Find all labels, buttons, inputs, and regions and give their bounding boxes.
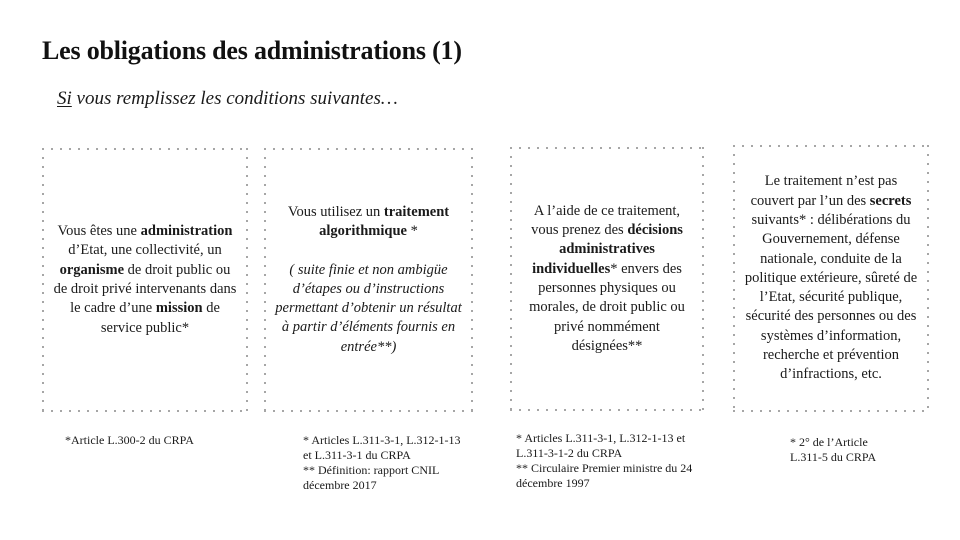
card-paragraph xyxy=(273,261,464,357)
text-segment: suivants* : délibérations du Gouvernement, défense nationale, conduite de la politique extérieure, sûreté de l’Etat, sécurité publique, sécurité des personnes ou des systèmes d’information, recherche et prévention d’infractions, etc. xyxy=(744,212,918,383)
card-paragraph xyxy=(273,203,464,242)
footnote-card-3: * Articles L.311-3-1, L.312-1-13 et L.311-3-1-2 du CRPA ** Circulaire Premier ministre du 24 décembre 1997 xyxy=(516,431,693,490)
card-text-secrets xyxy=(742,172,920,384)
footnote-card-1: *Article L.300-2 du CRPA xyxy=(65,433,194,447)
text-segment: administration xyxy=(140,223,233,240)
text-segment: mission xyxy=(155,300,203,317)
text-segment: de droit public ou de droit privé intervenants dans le cadre d’une xyxy=(53,261,237,317)
text-segment: Le traitement n’est pas couvert par l’un des xyxy=(750,173,898,209)
subtitle-rest: vous remplissez les conditions suivantes… xyxy=(71,88,398,109)
card-paragraph xyxy=(519,202,695,356)
card-text-decisions-individuelles xyxy=(519,202,695,356)
text-segment: A l’aide de ce traitement, vous prenez des xyxy=(531,202,681,239)
text-segment: * envers des personnes physiques ou morales, de droit public ou privé nommément désignées** xyxy=(529,260,685,354)
card-paragraph xyxy=(742,172,920,384)
footnote-card-2: * Articles L.311-3-1, L.312-1-13 et L.311-3-1 du CRPA ** Définition: rapport CNIL décembre 2017 xyxy=(303,433,461,492)
text-segment: Vous utilisez un xyxy=(287,204,384,221)
text-segment: Vous êtes une xyxy=(57,223,141,240)
text-segment: ( suite finie et non ambigüe d’étapes ou d’instructions permettant d’obtenir un résultat à partir d’éléments fournis en entrée**) xyxy=(275,261,462,355)
slide-subtitle xyxy=(57,88,398,110)
card-paragraph xyxy=(51,222,239,338)
text-segment: secrets xyxy=(869,192,912,209)
text-segment: de service public* xyxy=(100,300,220,336)
text-segment: décisions administratives individuelles xyxy=(532,222,683,277)
condition-card-decisions-individuelles xyxy=(510,147,704,411)
text-segment: traitement algorithmique xyxy=(319,204,450,240)
footnote-card-4: * 2° de l’Article L.311-5 du CRPA xyxy=(790,435,877,464)
condition-card-traitement-algorithmique xyxy=(264,148,473,412)
card-text-administration xyxy=(51,222,239,338)
text-segment: d’Etat, une collectivité, un xyxy=(68,242,222,259)
text-segment: * xyxy=(406,223,418,240)
condition-card-secrets xyxy=(733,145,929,412)
subtitle-underlined-word: Si xyxy=(57,88,72,109)
text-segment: organisme xyxy=(59,261,125,278)
card-text-traitement-algorithmique xyxy=(273,203,464,357)
condition-card-administration xyxy=(42,148,248,412)
slide-title: Les obligations des administrations (1) xyxy=(42,36,462,65)
